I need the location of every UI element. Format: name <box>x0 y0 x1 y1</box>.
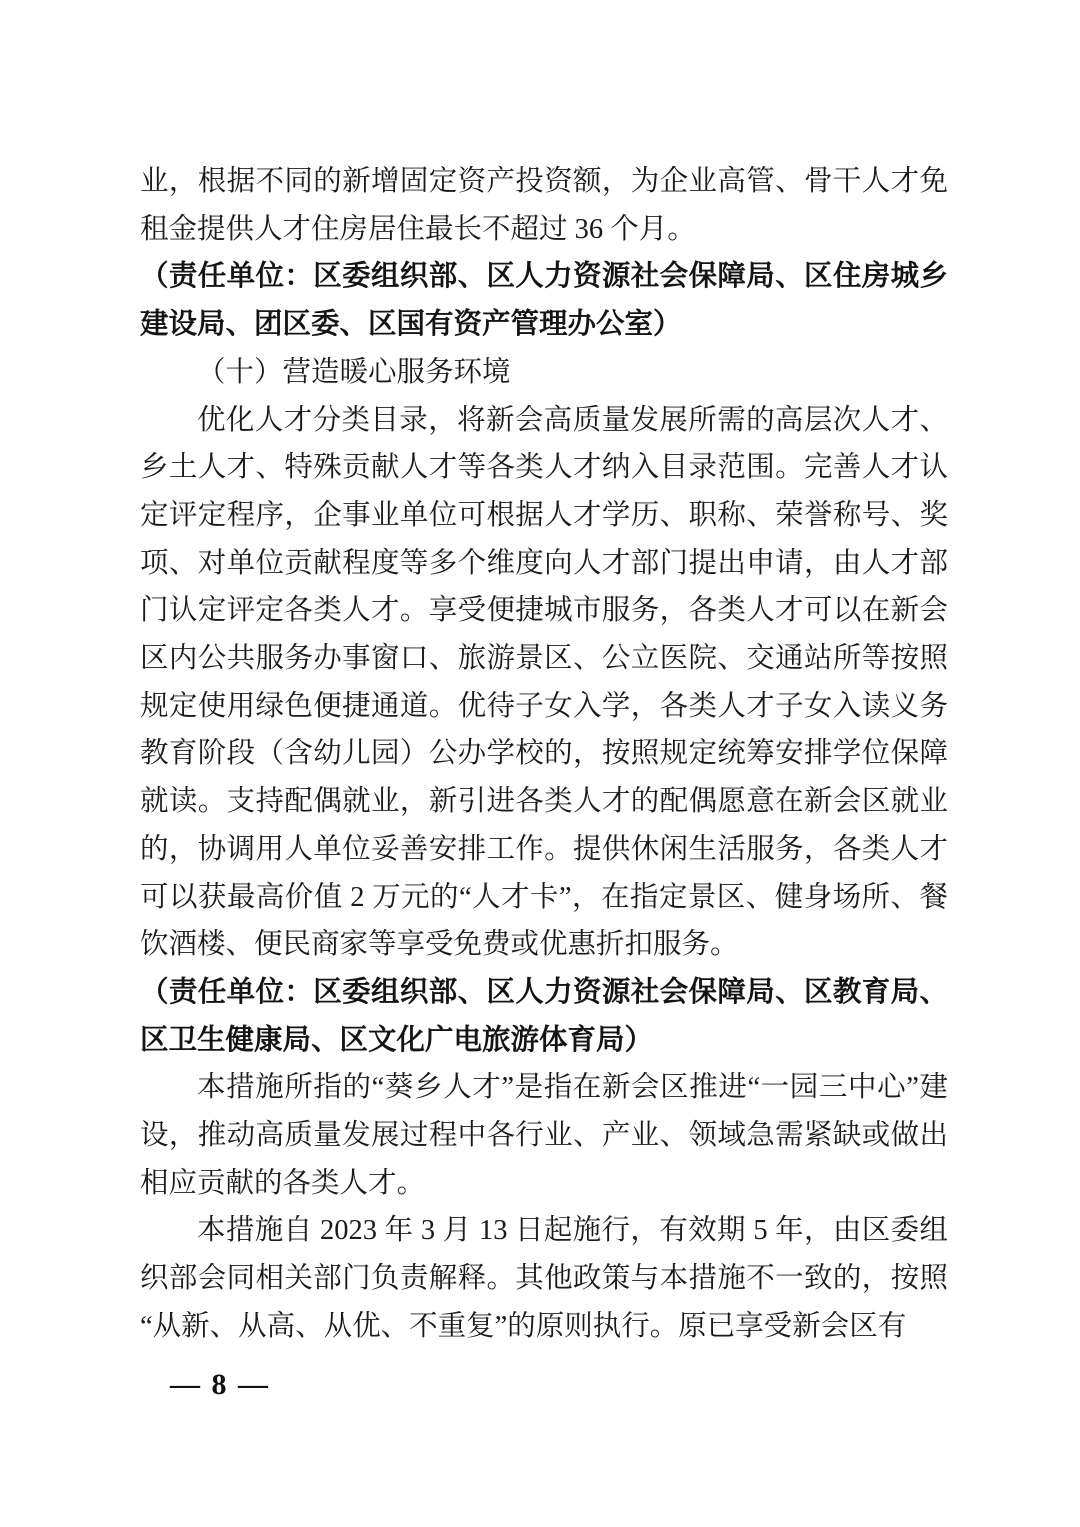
paragraph-talent-definition: 本措施所指的“葵乡人才”是指在新会区推进“一园三中心”建设，推动高质量发展过程中各行业、产业、领域急需紧缺或做出相应贡献的各类人才。 <box>140 1072 948 1199</box>
section-heading-ten: （十）营造暖心服务环境 <box>197 356 511 388</box>
responsibility-units-services: （责任单位：区委组织部、区人力资源社会保障局、区教育局、区卫生健康局、区文化广电旅游体育局） <box>140 976 948 1056</box>
page-number: — 8 — <box>170 1368 268 1401</box>
document-body <box>140 158 948 1351</box>
paragraph-implementation: 本措施自 2023 年 3 月 13 日起施行，有效期 5 年，由区委组织部会同相关部门负责解释。其他政策与本措施不一致的，按照“从新、从高、从优、不重复”的原则执行。原已享受新会区有 <box>140 1215 948 1342</box>
paragraph-talent-services: 优化人才分类目录，将新会高质量发展所需的高层次人才、乡土人才、特殊贡献人才等各类人才纳入目录范围。完善人才认定评定程序，企事业单位可根据人才学历、职称、荣誉称号、奖项、对单位贡献程度等多个维度向人才部门提出申请，由人才部门认定评定各类人才。享受便捷城市服务，各类人才可以在新会区内公共服务办事窗口、旅游景区、公立医院、交通站所等按照规定使用绿色便捷通道。优待子女入学，各类人才子女入读义务教育阶段（含幼儿园）公办学校的，按照规定统筹安排学位保障就读。支持配偶就业，新引进各类人才的配偶愿意在新会区就业的，协调用人单位妥善安排工作。提供休闲生活服务，各类人才可以获最高价值 2 万元的“人才卡”，在指定景区、健身场所、餐饮酒楼、便民商家等享受免费或优惠折扣服务。 <box>140 404 948 961</box>
paragraph-housing-continued: 业，根据不同的新增固定资产投资额，为企业高管、骨干人才免租金提供人才住房居住最长不超过 36 个月。 <box>140 166 948 245</box>
responsibility-units-housing: （责任单位：区委组织部、区人力资源社会保障局、区住房城乡建设局、团区委、区国有资产管理办公室） <box>140 261 948 341</box>
